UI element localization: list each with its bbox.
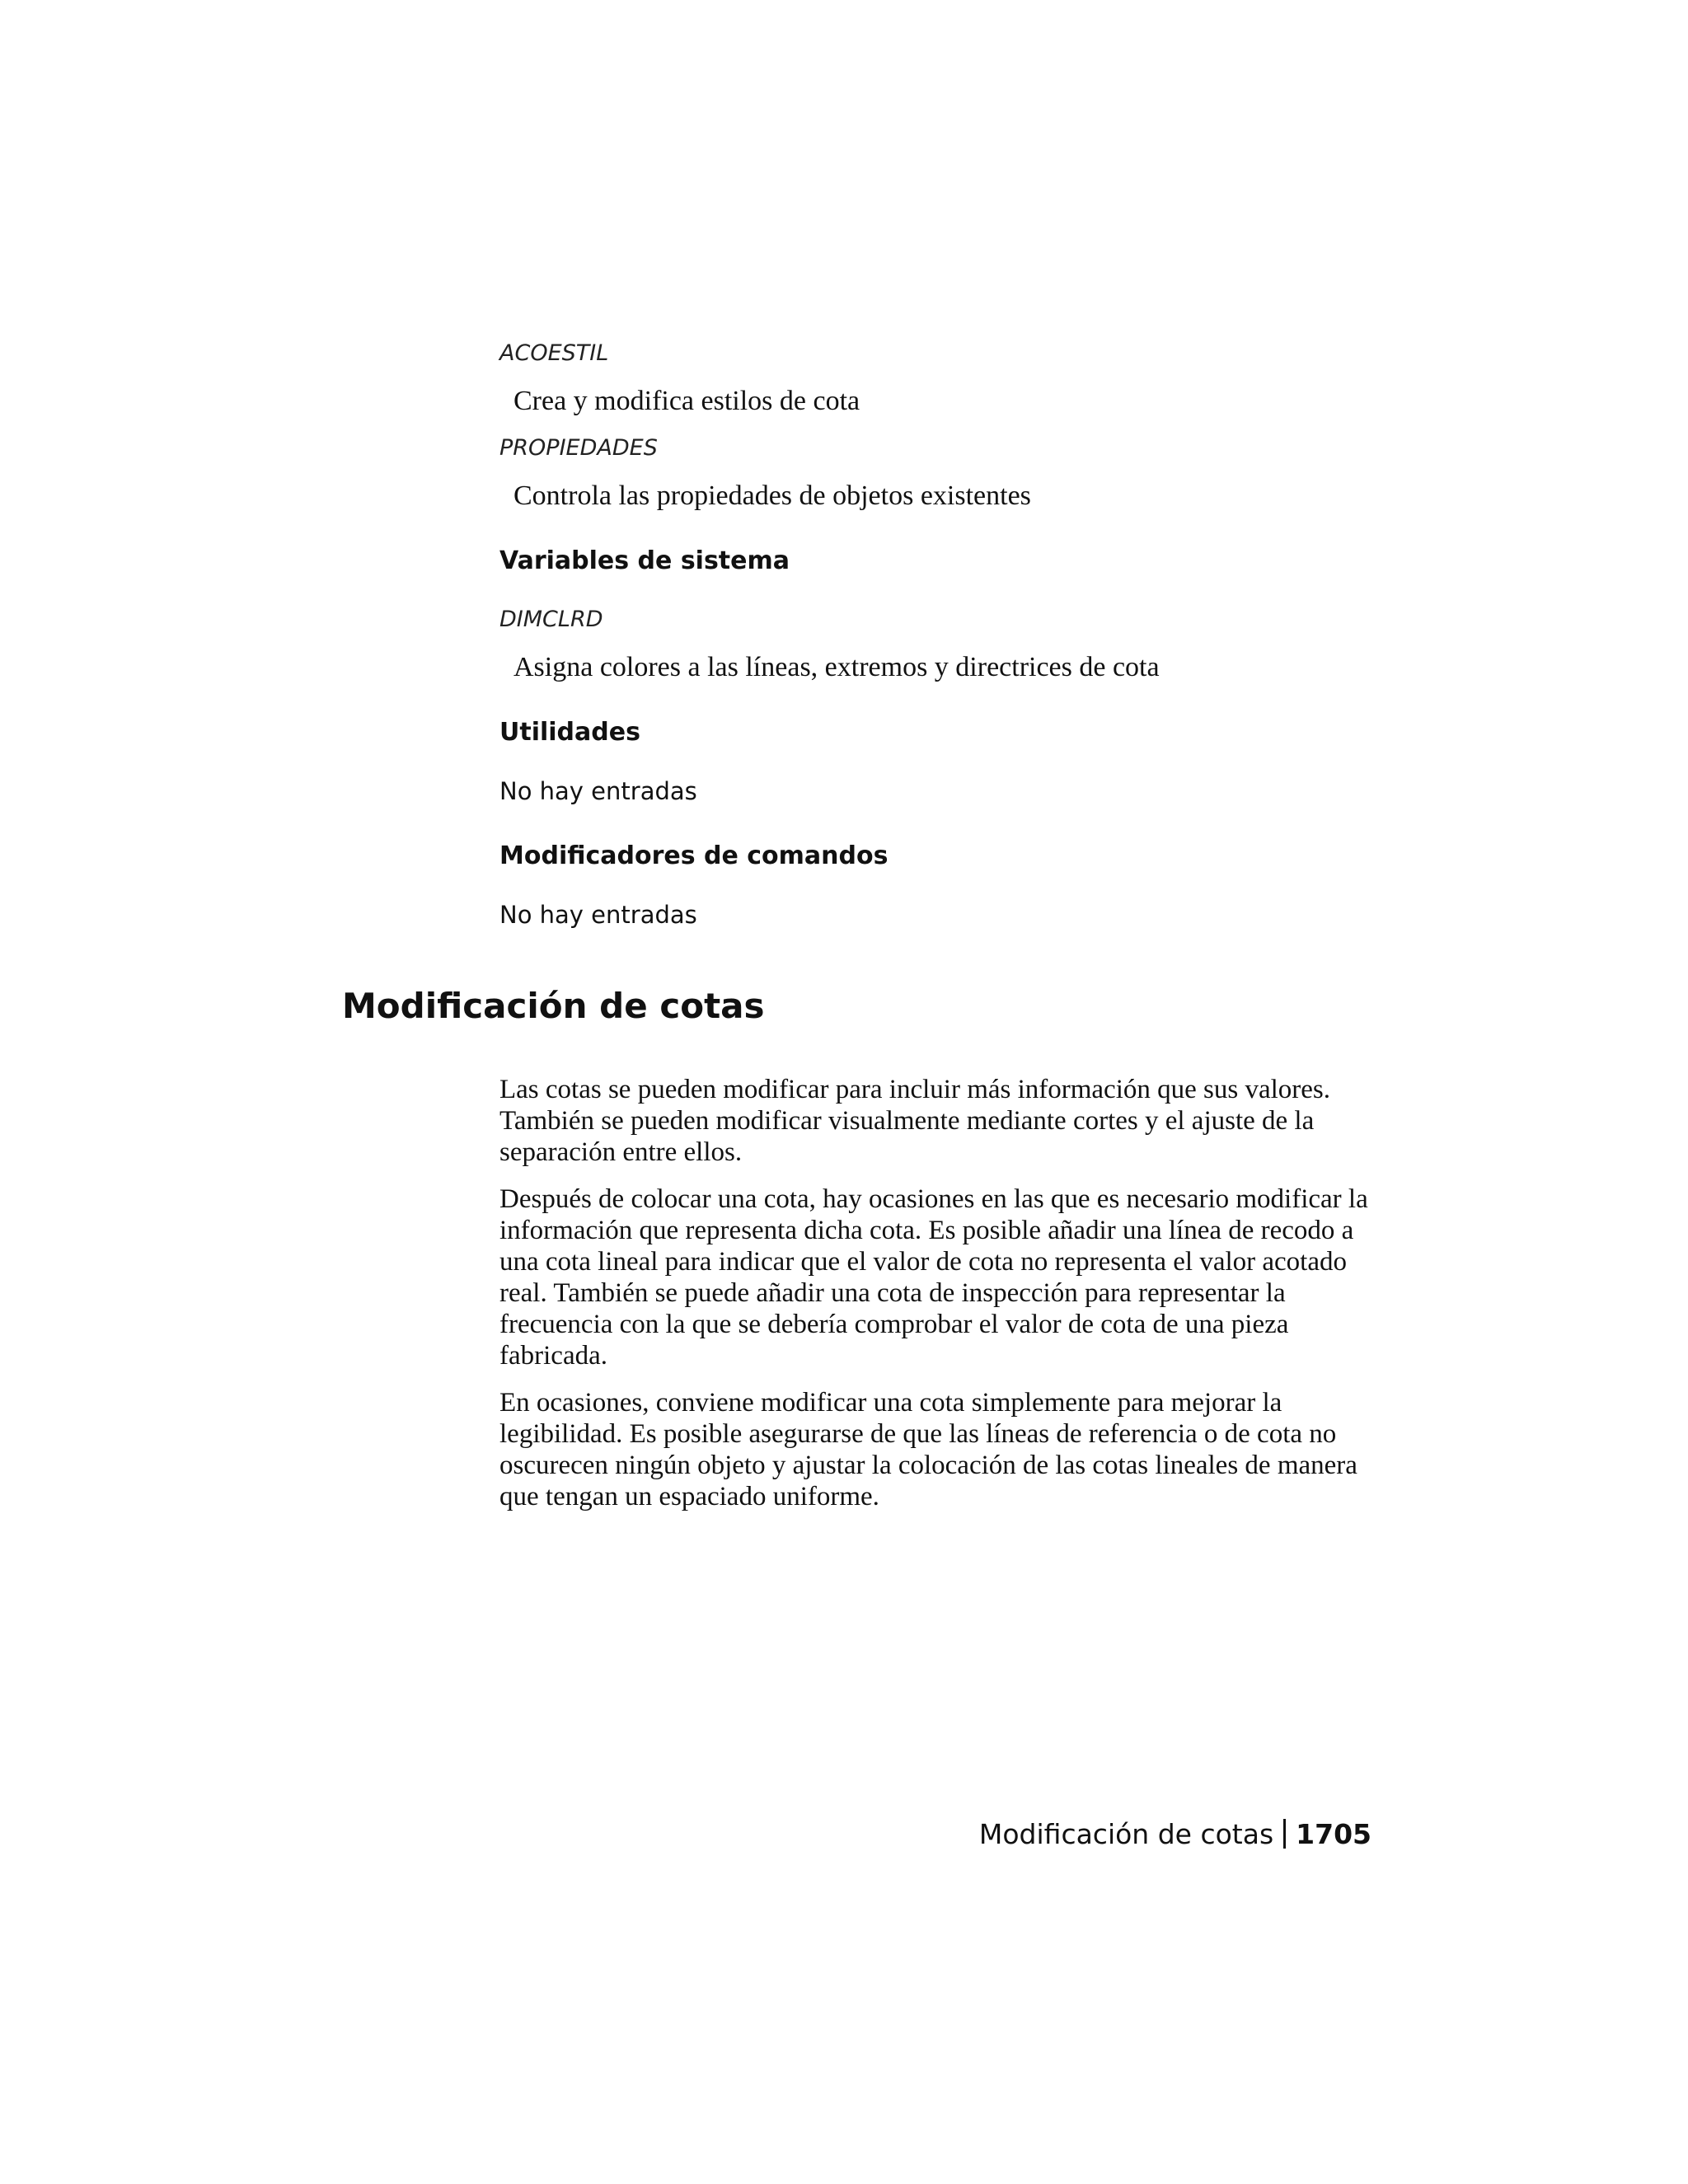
command-modifiers-heading: Modificadores de comandos xyxy=(499,841,889,870)
section-title: Modificación de cotas xyxy=(342,986,765,1026)
command-term: PROPIEDADES xyxy=(499,435,658,461)
footer-chapter-title: Modificación de cotas xyxy=(978,1818,1274,1850)
body-paragraph: Después de colocar una cota, hay ocasiones en las que es necesario modificar la información que representa dicha cota. Es posible añadir una línea de recodo a una cota lineal para indicar que el valor de cota no representa el valor acotado real. También se puede añadir una cota de inspección para representar la frecuencia con la que se debería comprobar el valor de cota de una pieza fabricada. xyxy=(499,1184,1368,1371)
utilities-text: No hay entradas xyxy=(499,777,697,805)
utilities-heading: Utilidades xyxy=(499,718,640,747)
system-variable-description: Asigna colores a las líneas, extremos y directrices de cota xyxy=(513,652,1160,682)
system-variable-term: DIMCLRD xyxy=(499,607,603,632)
page-number: 1705 xyxy=(1296,1818,1372,1850)
command-modifiers-text: No hay entradas xyxy=(499,901,697,929)
body-paragraph: Las cotas se pueden modificar para incluir más información que sus valores. También se pueden modificar visualmente mediante cortes y el ajuste de la separación entre ellos. xyxy=(499,1075,1330,1167)
command-description: Crea y modifica estilos de cota xyxy=(513,386,860,416)
page-footer xyxy=(979,1818,1372,1850)
body-paragraph: En ocasiones, conviene modificar una cota simplemente para mejorar la legibilidad. Es posible asegurarse de que las líneas de referencia o de cota no oscurecen ningún objeto y ajustar la colocación de las cotas lineales de manera que tengan un espaciado uniforme. xyxy=(499,1388,1357,1511)
footer-separator xyxy=(1283,1819,1286,1849)
command-description: Controla las propiedades de objetos existentes xyxy=(513,480,1031,511)
command-term: ACOESTIL xyxy=(499,340,609,366)
system-variables-heading: Variables de sistema xyxy=(499,546,790,575)
